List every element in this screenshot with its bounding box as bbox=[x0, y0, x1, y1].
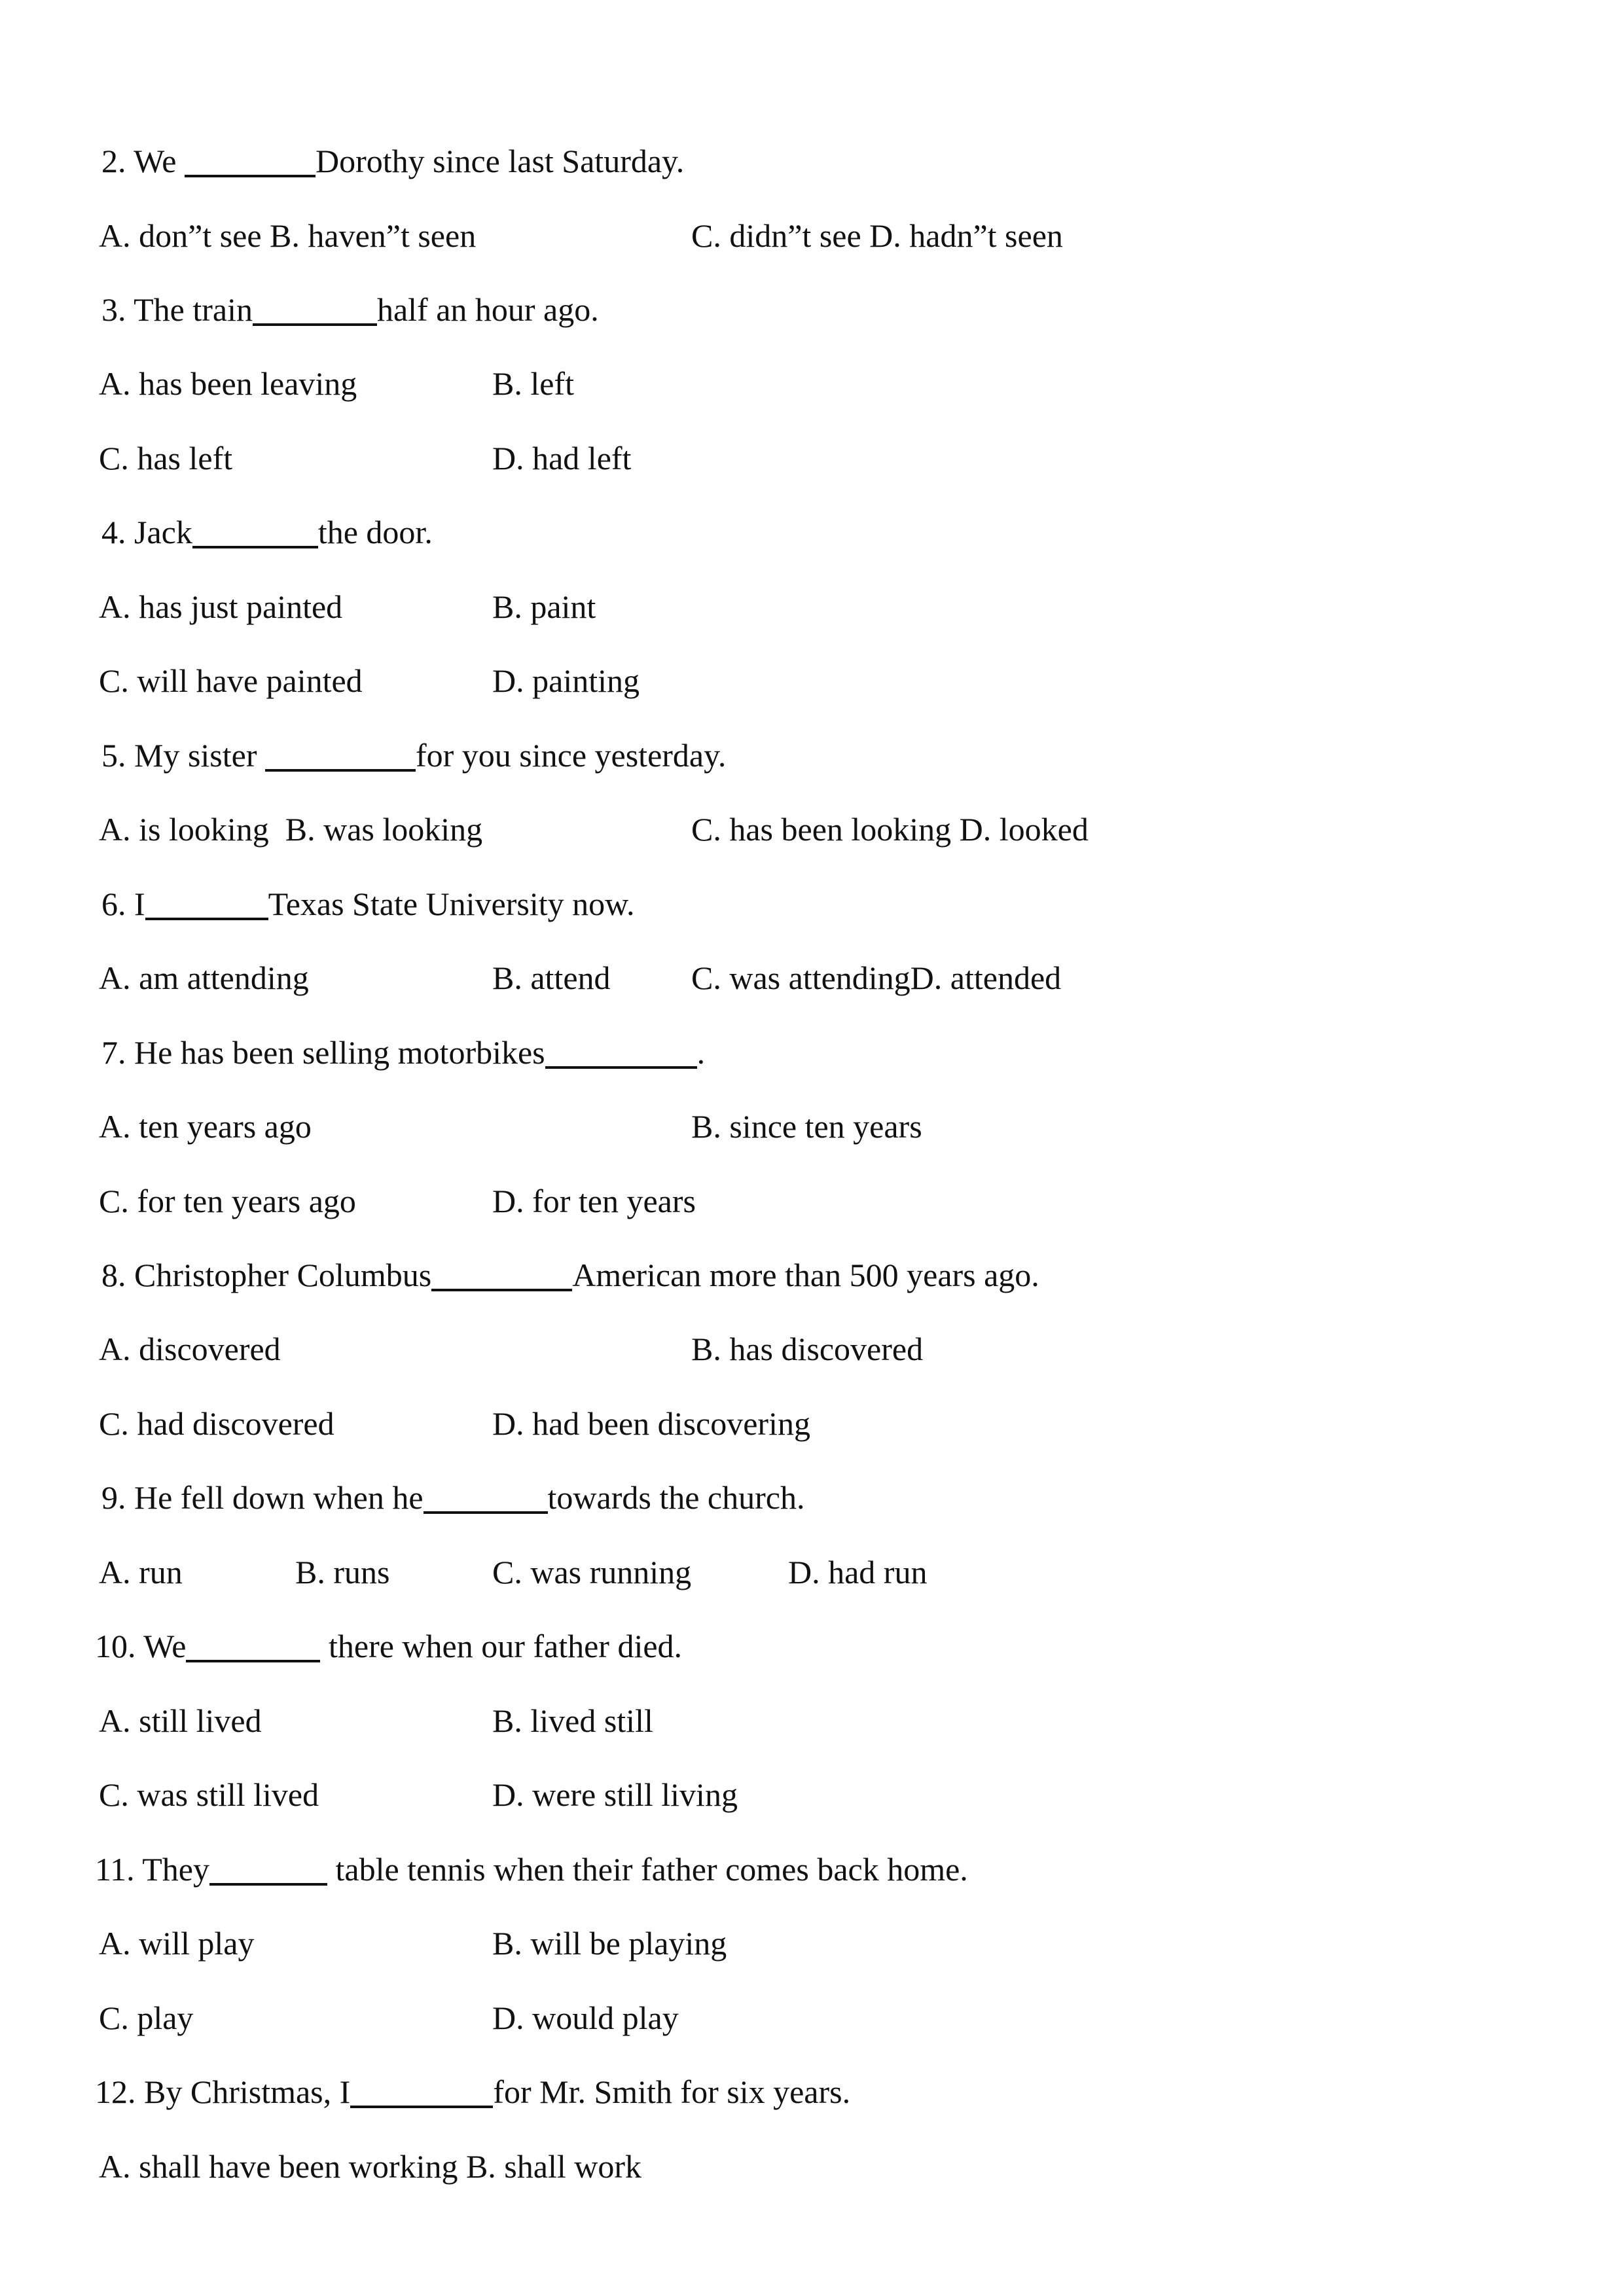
question-7-stem: 7. He has been selling motorbikes . bbox=[101, 1034, 706, 1071]
question-10-option-b: B. lived still bbox=[492, 1702, 653, 1739]
question-10-stem: 10. We there when our father died. bbox=[95, 1628, 683, 1664]
question-5-option-ab: A. is looking B. was looking bbox=[99, 811, 483, 848]
question-4-option-a: A. has just painted bbox=[99, 588, 343, 625]
question-9-option-a: A. run bbox=[99, 1554, 183, 1590]
question-8-stem: 8. Christopher Columbus American more than 500 years ago. bbox=[101, 1257, 1039, 1293]
question-9-stem: 9. He fell down when he towards the church. bbox=[101, 1479, 805, 1516]
answer-blank bbox=[145, 889, 268, 920]
question-4-stem: 4. Jack the door. bbox=[101, 514, 433, 550]
question-6-option-b: B. attend bbox=[492, 960, 611, 996]
question-7-option-c: C. for ten years ago bbox=[99, 1183, 356, 1219]
question-6-option-cd: C. was attendingD. attended bbox=[691, 960, 1062, 996]
answer-blank bbox=[350, 2077, 493, 2108]
question-2-stem: 2. We Dorothy since last Saturday. bbox=[101, 143, 685, 179]
question-10-option-c: C. was still lived bbox=[99, 1776, 319, 1813]
question-12-stem: 12. By Christmas, I for Mr. Smith for six years. bbox=[95, 2073, 851, 2110]
question-8-option-b: B. has discovered bbox=[691, 1331, 924, 1367]
question-9-option-d: D. had run bbox=[788, 1554, 928, 1590]
question-7-option-a: A. ten years ago bbox=[99, 1108, 312, 1145]
question-2-option-cd: C. didn”t see D. hadn”t seen bbox=[691, 217, 1063, 254]
question-3-stem: 3. The train half an hour ago. bbox=[101, 291, 599, 328]
question-11-option-d: D. would play bbox=[492, 2000, 679, 2036]
question-6-option-a: A. am attending bbox=[99, 960, 309, 996]
question-11-option-c: C. play bbox=[99, 2000, 194, 2036]
answer-blank bbox=[424, 1482, 548, 1514]
answer-blank bbox=[186, 1631, 320, 1662]
answer-blank bbox=[431, 1260, 572, 1291]
question-11-option-b: B. will be playing bbox=[492, 1925, 727, 1962]
question-7-option-d: D. for ten years bbox=[492, 1183, 696, 1219]
question-4-option-d: D. painting bbox=[492, 662, 640, 699]
question-3-option-a: A. has been leaving bbox=[99, 365, 357, 402]
question-5-option-cd: C. has been looking D. looked bbox=[691, 811, 1089, 848]
question-10-option-a: A. still lived bbox=[99, 1702, 262, 1739]
answer-blank bbox=[545, 1037, 697, 1069]
question-3-option-b: B. left bbox=[492, 365, 574, 402]
question-11-option-a: A. will play bbox=[99, 1925, 255, 1962]
question-10-option-d: D. were still living bbox=[492, 1776, 738, 1813]
question-4-option-b: B. paint bbox=[492, 588, 596, 625]
question-9-option-b: B. runs bbox=[295, 1554, 390, 1590]
question-8-option-c: C. had discovered bbox=[99, 1405, 334, 1442]
question-9-option-c: C. was running bbox=[492, 1554, 692, 1590]
question-2-option-ab: A. don”t see B. haven”t seen bbox=[99, 217, 477, 254]
answer-blank bbox=[185, 146, 316, 177]
question-6-stem: 6. I Texas State University now. bbox=[101, 886, 635, 922]
question-8-option-a: A. discovered bbox=[99, 1331, 281, 1367]
question-8-option-d: D. had been discovering bbox=[492, 1405, 810, 1442]
answer-blank bbox=[209, 1854, 327, 1886]
question-5-stem: 5. My sister for you since yesterday. bbox=[101, 737, 727, 774]
answer-blank bbox=[192, 517, 318, 548]
question-3-option-c: C. has left bbox=[99, 440, 233, 476]
answer-blank bbox=[265, 740, 416, 772]
question-4-option-c: C. will have painted bbox=[99, 662, 363, 699]
question-12-option-ab: A. shall have been working B. shall work bbox=[99, 2148, 642, 2185]
answer-blank bbox=[253, 295, 377, 326]
question-7-option-b: B. since ten years bbox=[691, 1108, 922, 1145]
question-3-option-d: D. had left bbox=[492, 440, 632, 476]
question-11-stem: 11. They table tennis when their father comes back home. bbox=[95, 1851, 968, 1888]
